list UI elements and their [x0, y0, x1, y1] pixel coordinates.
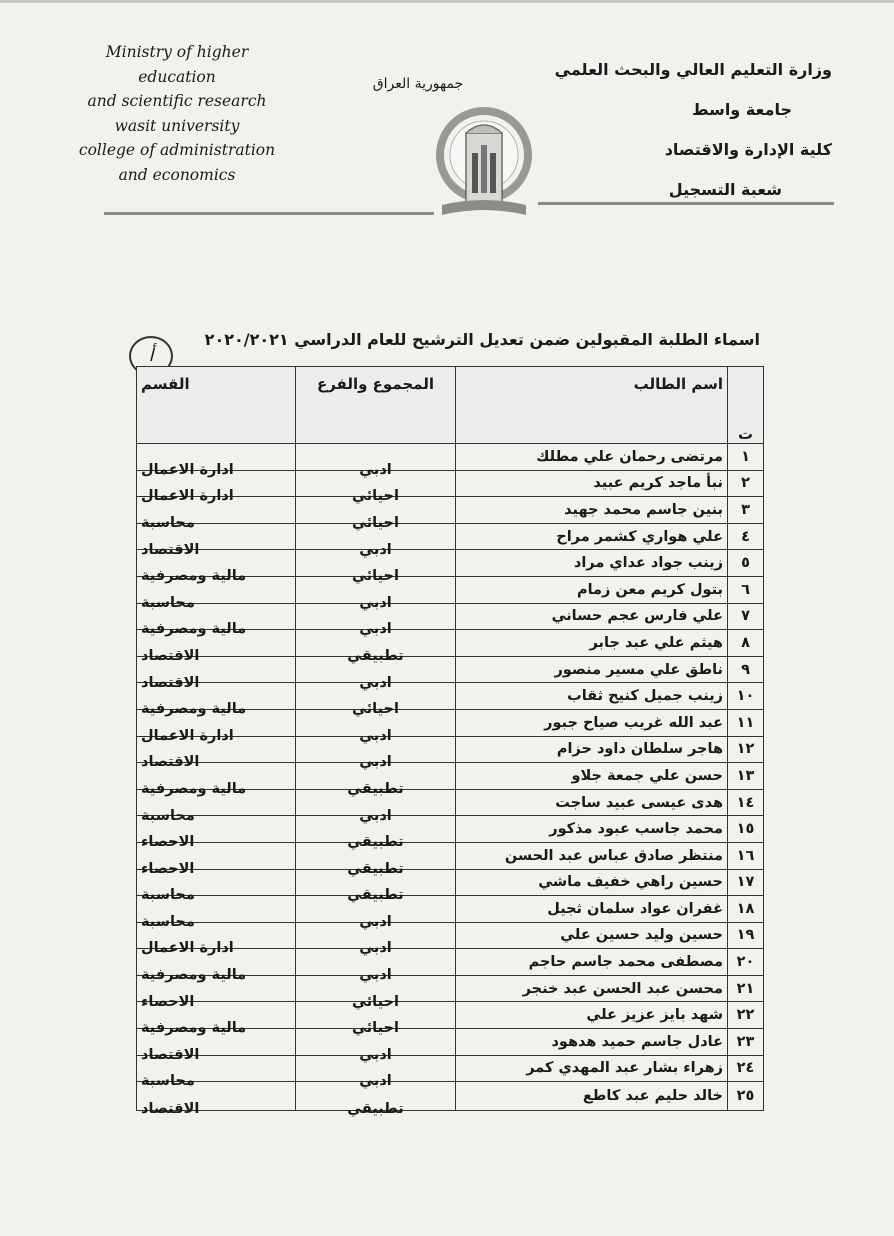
letterhead-line: كلية الإدارة والاقتصاد [664, 140, 832, 159]
row-number: ١٧ [728, 869, 764, 896]
student-dept: ادارة الاعمال [137, 722, 296, 749]
student-group: احيائي [296, 483, 456, 510]
row-number: ٧ [728, 603, 764, 630]
student-group: ادبي [296, 536, 456, 563]
student-name: محمد جاسب عبود مذكور [456, 816, 728, 843]
english-letterhead [62, 40, 292, 187]
student-dept: الاقتصاد [137, 749, 296, 776]
student-dept: محاسبة [137, 802, 296, 829]
student-dept: الاحصاء [137, 988, 296, 1015]
student-name: هدى عيسى عبيد ساجت [456, 789, 728, 816]
student-group: ادبي [296, 802, 456, 829]
student-group: احيائي [296, 510, 456, 537]
student-group: احيائي [296, 696, 456, 723]
student-dept: الاقتصاد [137, 669, 296, 696]
row-number: ٢٢ [728, 1002, 764, 1029]
student-name: بتول كريم معن زمام [456, 576, 728, 603]
student-name: حسن علي جمعة جلاو [456, 763, 728, 790]
student-name: غفران عواد سلمان ثجيل [456, 896, 728, 923]
row-number: ٥ [728, 550, 764, 577]
student-group: احيائي [296, 988, 456, 1015]
student-dept: ادارة الاعمال [137, 457, 296, 484]
student-group: ادبي [296, 722, 456, 749]
student-name: خالد حليم عبد كاطع [456, 1082, 728, 1111]
student-name: مرتضى رحمان علي مطلك [456, 444, 728, 471]
arabic-letterhead [552, 50, 832, 210]
student-dept: مالية ومصرفية [137, 616, 296, 643]
student-name: علي هواري كشمر مراح [456, 523, 728, 550]
student-dept: محاسبة [137, 909, 296, 936]
student-dept: مالية ومصرفية [137, 962, 296, 989]
row-number: ٨ [728, 630, 764, 657]
row-number: ٢٣ [728, 1029, 764, 1056]
row-number: ٤ [728, 523, 764, 550]
student-dept: محاسبة [137, 1068, 296, 1095]
row-number: ٩ [728, 656, 764, 683]
student-group: ادبي [296, 909, 456, 936]
column-header-number: ت [728, 367, 764, 444]
student-name: نبأ ماجد كريم عبيد [456, 470, 728, 497]
student-group: تطبيقي [296, 829, 456, 856]
page-top-edge [0, 0, 894, 3]
student-dept: الاحصاء [137, 829, 296, 856]
student-name: زينب جميل كنيح ثقاب [456, 683, 728, 710]
student-name: عبد الله غريب صياح جبور [456, 709, 728, 736]
row-number: ٢٤ [728, 1055, 764, 1082]
university-logo-icon [432, 105, 536, 221]
header-divider [104, 212, 434, 215]
letterhead-line: education [138, 67, 216, 86]
student-group: ادبي [296, 589, 456, 616]
student-group: احيائي [296, 1015, 456, 1042]
student-name: شهد بايز عزيز علي [456, 1002, 728, 1029]
student-dept: مالية ومصرفية [137, 776, 296, 803]
student-dept: الاقتصاد [137, 1095, 296, 1124]
student-group: ادبي [296, 616, 456, 643]
student-group: احيائي [296, 563, 456, 590]
student-group: ادبي [296, 962, 456, 989]
row-number: ١٥ [728, 816, 764, 843]
header-divider [538, 202, 834, 205]
student-group: ادبي [296, 457, 456, 484]
student-name: هاجر سلطان داود حزام [456, 736, 728, 763]
student-group: ادبي [296, 669, 456, 696]
student-dept: ادارة الاعمال [137, 935, 296, 962]
student-name: زينب جواد عداي مراد [456, 550, 728, 577]
row-number: ١٦ [728, 842, 764, 869]
row-number: ١٣ [728, 763, 764, 790]
student-group: ادبي [296, 749, 456, 776]
letterhead-line: wasit university [114, 116, 240, 135]
row-number: ٢٠ [728, 949, 764, 976]
student-group: ادبي [296, 1042, 456, 1069]
letterhead-line: شعبة التسجيل [668, 180, 782, 199]
student-dept: الاقتصاد [137, 643, 296, 670]
letterhead-line: وزارة التعليم العالي والبحث العلمي [554, 60, 832, 79]
student-name: بنين جاسم محمد جهيد [456, 497, 728, 524]
student-dept: مالية ومصرفية [137, 563, 296, 590]
republic-label: جمهورية العراق [372, 76, 464, 92]
student-name: حسين راهي خفيف ماشي [456, 869, 728, 896]
student-group: تطبيقي [296, 882, 456, 909]
student-dept: الاحصاء [137, 855, 296, 882]
student-name: حسين وليد حسين علي [456, 922, 728, 949]
student-dept: الاقتصاد [137, 1042, 296, 1069]
letterhead-line: college of administration [78, 141, 276, 159]
student-name: هيثم علي عبد جابر [456, 630, 728, 657]
letterhead-line: and scientific research [87, 92, 267, 110]
student-group: تطبيقي [296, 776, 456, 803]
student-dept: مالية ومصرفية [137, 1015, 296, 1042]
student-name: محسن عبد الحسن عبد خنجر [456, 975, 728, 1002]
student-name: منتظر صادق عباس عبد الحسن [456, 842, 728, 869]
student-group: ادبي [296, 935, 456, 962]
student-group: ادبي [296, 1068, 456, 1095]
page-title: اسماء الطلبة المقبولين ضمن تعديل الترشيح للعام الدراسي ٢٠٢٠/٢٠٢١ [204, 330, 760, 349]
row-number: ١٤ [728, 789, 764, 816]
table-header-row [137, 367, 764, 444]
column-header-dept: القسم [137, 367, 296, 444]
row-number: ١٠ [728, 683, 764, 710]
row-number: ١ [728, 444, 764, 471]
row-number: ١١ [728, 709, 764, 736]
student-group: تطبيقي [296, 1095, 456, 1124]
table-row [137, 444, 764, 471]
row-number: ٢١ [728, 975, 764, 1002]
student-name: مصطفى محمد جاسم حاجم [456, 949, 728, 976]
student-dept: محاسبة [137, 882, 296, 909]
column-header-group: المجموع والفرع [296, 367, 456, 444]
letterhead-line: Ministry of higher [105, 43, 249, 61]
student-name: ناطق علي مسير منصور [456, 656, 728, 683]
row-number: ١٢ [728, 736, 764, 763]
student-name: زهراء بشار عبد المهدي كمر [456, 1055, 728, 1082]
student-group: تطبيقي [296, 855, 456, 882]
student-dept: الاقتصاد [137, 536, 296, 563]
circled-mark: أ [129, 336, 173, 376]
column-header-name: اسم الطالب [456, 367, 728, 444]
student-name: عادل جاسم حميد هدهود [456, 1029, 728, 1056]
student-dept: محاسبة [137, 510, 296, 537]
student-dept: محاسبة [137, 589, 296, 616]
row-number: ٢٥ [728, 1082, 764, 1111]
student-table [136, 366, 764, 1118]
row-number: ٢ [728, 470, 764, 497]
row-number: ٦ [728, 576, 764, 603]
student-dept: ادارة الاعمال [137, 483, 296, 510]
student-group: تطبيقي [296, 643, 456, 670]
student-name: علي فارس عجم حساني [456, 603, 728, 630]
student-dept: مالية ومصرفية [137, 696, 296, 723]
letterhead-line: جامعة واسط [691, 100, 792, 119]
row-number: ١٨ [728, 896, 764, 923]
row-number: ٣ [728, 497, 764, 524]
letterhead-line: and economics [118, 165, 236, 184]
row-number: ١٩ [728, 922, 764, 949]
